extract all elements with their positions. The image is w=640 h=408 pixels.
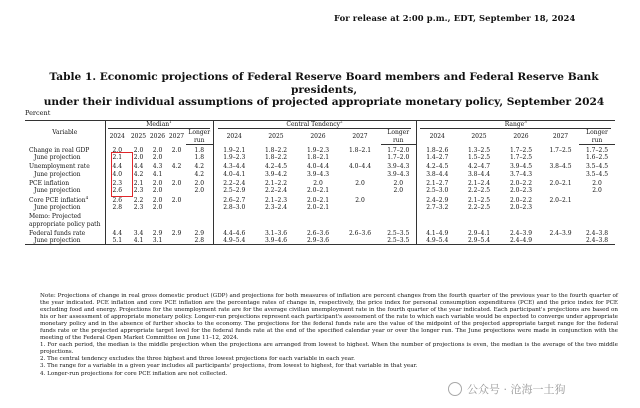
empty-cell: [167, 221, 186, 228]
memo-row-2-text: appropriate policy path: [29, 220, 101, 228]
central-value: 1.8–2.2: [264, 146, 288, 154]
median-value: 3.4: [133, 229, 144, 237]
central-value: [381, 204, 416, 211]
range-value: 2.0: [592, 180, 602, 188]
row-label-text: PCE inflation: [29, 180, 70, 188]
central-value: 2.0–2.1: [306, 187, 330, 195]
empty-cell: [255, 213, 297, 220]
range-value: 1.7–2.5: [585, 146, 609, 154]
central-value: 2.0: [313, 180, 323, 188]
wechat-logo-icon: [448, 382, 462, 396]
central-value: 3.9–4.3: [306, 170, 330, 178]
empty-cell: [542, 213, 579, 220]
range-2024: 2024: [416, 129, 458, 144]
median-value: 2.0: [152, 187, 163, 195]
median-value: 1.8: [194, 154, 205, 162]
median-sup: 1: [169, 119, 172, 124]
title-line-2: under their individual assumptions of projected appropriate monetary policy, September 2024: [43, 96, 605, 108]
empty-cell: [416, 213, 458, 220]
empty-cell: [458, 213, 500, 220]
range-header: [416, 121, 615, 130]
central-value: 2.3–2.4: [264, 203, 288, 211]
range-value: 2.1–2.7: [416, 180, 458, 187]
empty-cell: [339, 213, 381, 220]
empty-cell: [186, 213, 213, 220]
central-value: 3.9–4.2: [264, 170, 288, 178]
range-value: [542, 237, 579, 245]
range-value: [542, 187, 579, 194]
empty-cell: [500, 221, 542, 228]
median-value: 1.8: [194, 146, 205, 154]
range-value: 2.0–2.1: [549, 196, 572, 204]
central-value: [381, 197, 416, 204]
central-value: [339, 171, 381, 178]
median-value: 4.2: [171, 163, 182, 171]
central-value: 2.0: [355, 180, 365, 188]
range-value: 4.9–5.4: [416, 237, 458, 245]
release-time: For release at 2:00 p.m., EDT, September 18, 2024: [334, 13, 576, 23]
range-value: 4.2–4.7: [467, 163, 491, 171]
central-sup: 2: [340, 119, 343, 124]
central-value: 2.0: [393, 187, 404, 195]
central-value: 4.3–4.4: [213, 163, 255, 170]
row-label-text: June projection: [34, 187, 81, 195]
empty-cell: [297, 221, 339, 228]
table-row: [25, 197, 615, 204]
median-header: [105, 121, 213, 130]
range-2025: 2025: [471, 133, 487, 141]
central-value: 4.2–4.5: [264, 163, 288, 171]
median-value: 4.4: [105, 163, 129, 170]
central-value: 4.4–4.6: [213, 230, 255, 237]
central-value: 2.5–2.9: [213, 187, 255, 194]
row-label-text: June projection: [34, 237, 81, 245]
median-value: 2.9: [194, 229, 205, 237]
empty-cell: [579, 221, 615, 228]
median-value: [167, 171, 186, 178]
central-value: 2.9–3.6: [297, 237, 339, 245]
row-label: [25, 230, 105, 237]
median-value: 5.1: [105, 237, 129, 245]
header-row-1: [25, 121, 615, 130]
range-value: 2.4–2.9: [416, 197, 458, 204]
median-value: 2.0: [171, 196, 182, 204]
range-value: 4.1–4.9: [416, 230, 458, 237]
range-value: 3.7–4.3: [509, 170, 533, 178]
range-2027: 2027: [552, 133, 569, 141]
median-value: 2.0: [133, 146, 144, 154]
range-value: 2.0–2.1: [549, 180, 572, 188]
median-value: 4.2: [194, 170, 205, 178]
central-value: 4.9–5.4: [213, 237, 255, 245]
range-value: 1.7–2.5: [549, 146, 572, 154]
range-value: 2.7–3.2: [416, 204, 458, 211]
central-value: 3.1–3.6: [264, 229, 288, 237]
range-value: 1.5–2.5: [467, 154, 491, 162]
central-value: 1.9–2.1: [213, 147, 255, 154]
note-3: 3. The range for a variable in a given year includes all participants' projections, from lowest to highest, for that variable in that year.: [40, 363, 418, 370]
empty-cell: [416, 221, 458, 228]
median-value: 2.0: [152, 203, 163, 211]
median-value: 4.4: [133, 163, 144, 171]
median-value: [167, 154, 186, 161]
median-longer: Longer: [188, 129, 211, 137]
range-value: 2.4–4.9: [500, 237, 542, 245]
median-value: 2.2: [133, 196, 144, 204]
median-value: 2.8: [186, 237, 213, 245]
empty-cell: [213, 221, 255, 228]
empty-cell: [129, 221, 148, 228]
range-value: 2.1–2.5: [467, 196, 491, 204]
median-value: 3.1: [148, 237, 167, 245]
empty-cell: [542, 221, 579, 228]
median-value: 2.3: [133, 187, 144, 195]
range-value: 1.6–2.5: [585, 154, 609, 162]
row-label-text: Federal funds rate: [29, 229, 86, 237]
range-value: 1.7–2.5: [509, 154, 533, 162]
table-row: [25, 204, 615, 211]
central-value: 1.9–2.3: [306, 146, 330, 154]
range-value: [579, 204, 615, 211]
central-value: 2.6–2.7: [213, 197, 255, 204]
memo-row-1: [25, 213, 615, 220]
central-2026: 2026: [310, 133, 326, 141]
range-value: 2.4–3.8: [585, 229, 609, 237]
row-label-text: June projection: [34, 154, 81, 162]
range-value: 2.5–3.0: [416, 187, 458, 194]
empty-cell: [148, 213, 167, 220]
range-value: 2.0: [592, 187, 602, 195]
range-value: 3.5–4.5: [585, 170, 609, 178]
note-4: 4. Longer-run projections for core PCE inflation are not collected.: [40, 370, 228, 377]
central-value: 2.2–2.4: [213, 180, 255, 187]
table-title: [20, 71, 628, 109]
range-sup: 3: [524, 119, 527, 124]
variable-header: Variable: [25, 121, 105, 145]
central-value: [339, 154, 381, 161]
median-value: 2.9: [171, 229, 182, 237]
memo-row-2: [25, 221, 615, 228]
range-value: 3.9–4.5: [509, 163, 533, 171]
row-label-text: Core PCE inflation: [29, 196, 86, 204]
range-value: 4.2–4.5: [416, 163, 458, 170]
median-value: 2.6: [105, 187, 129, 194]
range-value: 3.5–4.5: [585, 163, 609, 171]
central-tendency-header-text: Central Tendency: [286, 121, 341, 128]
empty-cell: [381, 213, 416, 220]
memo-row-1-text: Memo: Projected: [29, 213, 82, 221]
empty-cell: [500, 213, 542, 220]
range-value: 3.8–4.4: [467, 170, 491, 178]
central-longer: Longer: [387, 129, 410, 137]
empty-cell: [186, 221, 213, 228]
median-value: [167, 187, 186, 194]
central-value: 1.9–2.3: [213, 154, 255, 161]
row-label: [25, 163, 105, 170]
median-value: 2.0: [194, 180, 205, 188]
central-2024: 2024: [213, 129, 255, 144]
median-value: 2.0: [152, 146, 163, 154]
central-value: [339, 204, 381, 211]
row-label: [25, 154, 105, 161]
row-label-text: Unemployment rate: [29, 163, 90, 171]
title-line-1: Table 1. Economic projections of Federal Reserve Board members and Federal Reserve Bank presidents,: [49, 71, 599, 96]
median-value: 4.3: [152, 163, 163, 171]
empty-cell: [297, 213, 339, 220]
empty-cell: [148, 221, 167, 228]
range-value: 2.2–2.5: [467, 187, 491, 195]
range-value: 2.1–2.4: [467, 180, 491, 188]
central-value: [339, 187, 381, 194]
central-value: [339, 237, 381, 245]
empty-cell: [105, 213, 129, 220]
row-label-text: June projection: [34, 170, 81, 178]
median-2025: 2025: [130, 133, 147, 141]
central-value: 1.7–2.0: [387, 154, 410, 162]
empty-cell: [213, 213, 255, 220]
empty-cell: [381, 221, 416, 228]
median-2027: 2027: [168, 133, 185, 141]
central-value: 3.9–4.3: [387, 163, 410, 171]
central-value: 2.0: [393, 180, 404, 188]
central-value: 3.9–4.6: [255, 237, 297, 245]
note-1: 1. For each period, the median is the middle projection when the projections are arranged from lowest to highest. When the number of projections is even, the median is the average of the two middle projections.: [40, 342, 618, 356]
median-value: [167, 237, 186, 245]
table-row: [25, 237, 615, 245]
central-value: 2.5–3.5: [381, 237, 416, 245]
range-value: [542, 171, 579, 178]
median-value: 2.0: [133, 154, 144, 162]
row-label: [25, 187, 105, 194]
range-value: 1.3–2.5: [467, 146, 491, 154]
central-tendency-header: [213, 121, 416, 130]
median-value: 2.0: [171, 180, 182, 188]
range-value: 2.2–2.5: [467, 203, 491, 211]
median-2024: 2024: [105, 129, 129, 144]
highlight-box: [111, 152, 133, 197]
central-value: 4.0–4.1: [213, 171, 255, 178]
range-value: 2.4–3.9: [509, 229, 533, 237]
note-main: Note: Projections of change in real gross domestic product (GDP) and projections for both measures of inflation are percent changes from the fourth quarter of the previous year to the fourth quarter of the year indicated. PCE inflation and core PCE inflation are the percentage rates of change in, respectively, the price index for personal consumption expenditures (PCE) and the price index for PCE excluding food and energy. Projections for the unemployment rate are for the average civilian unemployment rate in the fourth quarter of the year indicated. Each participant's projections are based on his or her assessment of appropriate monetary policy. Longer-run projections represent each participant's assessment of the rate to which each variable would be expected to converge under appropriate monetary policy and in the absence of further shocks to the economy. The projections for the federal funds rate are the value of the midpoint of the projected appropriate target range for the federal funds rate or the projected appropriate target level for the federal funds rate at the end of the specified calendar year or over the longer run. The June projections were made in conjunction with the meeting of the Federal Open Market Committee on June 11–12, 2024.: [40, 293, 618, 342]
median-run: run: [186, 137, 213, 145]
central-value: 2.8–3.0: [213, 204, 255, 211]
median-value: 2.0: [152, 154, 163, 162]
empty-cell: [255, 221, 297, 228]
footnotes: [30, 293, 618, 378]
central-value: 4.0–4.4: [306, 163, 330, 171]
central-value: 2.1–2.2: [264, 180, 288, 188]
range-value: 2.0–2.2: [509, 196, 533, 204]
median-value: 2.6: [105, 197, 129, 204]
median-value: 2.0: [105, 147, 129, 154]
median-value: 2.3: [105, 180, 129, 187]
row-label-text: Change in real GDP: [29, 146, 90, 154]
median-value: 2.1: [105, 154, 129, 161]
central-value: 2.1–2.3: [264, 196, 288, 204]
empty-cell: [339, 221, 381, 228]
range-value: [579, 197, 615, 204]
row-label-sup: 4: [85, 194, 89, 200]
range-run: run: [579, 137, 615, 145]
range-value: 1.7–2.5: [509, 146, 533, 154]
median-value: 2.8: [105, 204, 129, 211]
central-value: 3.9–4.3: [387, 170, 410, 178]
central-run: run: [381, 137, 416, 145]
range-value: 2.0–2.3: [509, 187, 533, 195]
median-value: 4.0: [105, 171, 129, 178]
central-value: 1.8–2.2: [264, 154, 288, 162]
empty-cell: [579, 213, 615, 220]
median-value: 2.0: [171, 146, 182, 154]
range-value: [542, 154, 579, 161]
median-value: 4.2: [194, 163, 205, 171]
median-value: 2.1: [133, 180, 144, 188]
empty-cell: [129, 213, 148, 220]
range-2026: 2026: [513, 133, 529, 141]
central-value: 2.2–2.4: [264, 187, 288, 195]
median-value: 2.0: [152, 196, 163, 204]
range-value: 2.0–2.2: [509, 180, 533, 188]
range-value: [542, 204, 579, 211]
median-2026: 2026: [149, 133, 166, 141]
range-value: 2.9–4.1: [467, 229, 491, 237]
median-header-text: Median: [146, 121, 170, 128]
central-value: 2.0–2.1: [306, 196, 330, 204]
table-row: [25, 230, 615, 237]
central-value: 2.0: [355, 196, 365, 204]
central-value: 2.6–3.6: [306, 229, 330, 237]
median-value: 4.2: [133, 170, 144, 178]
median-value: 2.3: [133, 203, 144, 211]
range-value: 3.8–4.5: [549, 163, 572, 171]
central-value: 2.0–2.1: [306, 203, 330, 211]
percent-label: Percent: [25, 109, 51, 117]
row-label-text: June projection: [34, 203, 81, 211]
range-value: 1.4–2.7: [416, 154, 458, 161]
median-value: 4.1: [152, 170, 163, 178]
central-2027: 2027: [352, 133, 368, 141]
row-label: [25, 180, 105, 187]
central-value: 4.0–4.4: [348, 163, 372, 171]
row-label: [25, 194, 105, 204]
range-longer: Longer: [586, 129, 608, 137]
range-value: 2.0–2.3: [509, 203, 533, 211]
empty-cell: [458, 221, 500, 228]
row-label: [25, 204, 105, 211]
range-value: 2.4–3.8: [579, 237, 615, 245]
median-value: [186, 204, 213, 211]
note-2: 2. The central tendency excludes the three highest and three lowest projections for each variable in each year.: [40, 356, 355, 363]
central-value: 1.8–2.1: [306, 154, 330, 162]
median-value: 4.1: [129, 237, 148, 245]
range-value: 2.9–5.4: [458, 237, 500, 245]
range-value: 2.4–3.9: [549, 229, 572, 237]
empty-cell: [167, 213, 186, 220]
watermark-text: 公众号 · 沧海一土狗: [467, 383, 566, 396]
central-value: 1.7–2.0: [387, 146, 410, 154]
watermark: [448, 381, 566, 397]
median-value: [167, 204, 186, 211]
range-value: 3.8–4.4: [416, 171, 458, 178]
median-value: 2.9: [152, 229, 163, 237]
central-value: 2.6–3.6: [348, 229, 372, 237]
row-label: [25, 171, 105, 178]
median-value: 4.4: [105, 230, 129, 237]
median-value: 2.0: [194, 187, 205, 195]
range-header-text: Range: [504, 121, 525, 128]
central-value: 1.8–2.1: [348, 146, 372, 154]
median-value: [186, 197, 213, 204]
header-row-2: [25, 129, 615, 136]
range-value: 1.8–2.6: [416, 147, 458, 154]
row-label: [25, 147, 105, 154]
empty-cell: [105, 221, 129, 228]
central-value: 2.5–3.5: [387, 229, 410, 237]
central-2025: 2025: [268, 133, 284, 141]
row-label: [25, 237, 105, 245]
median-value: 2.0: [152, 180, 163, 188]
